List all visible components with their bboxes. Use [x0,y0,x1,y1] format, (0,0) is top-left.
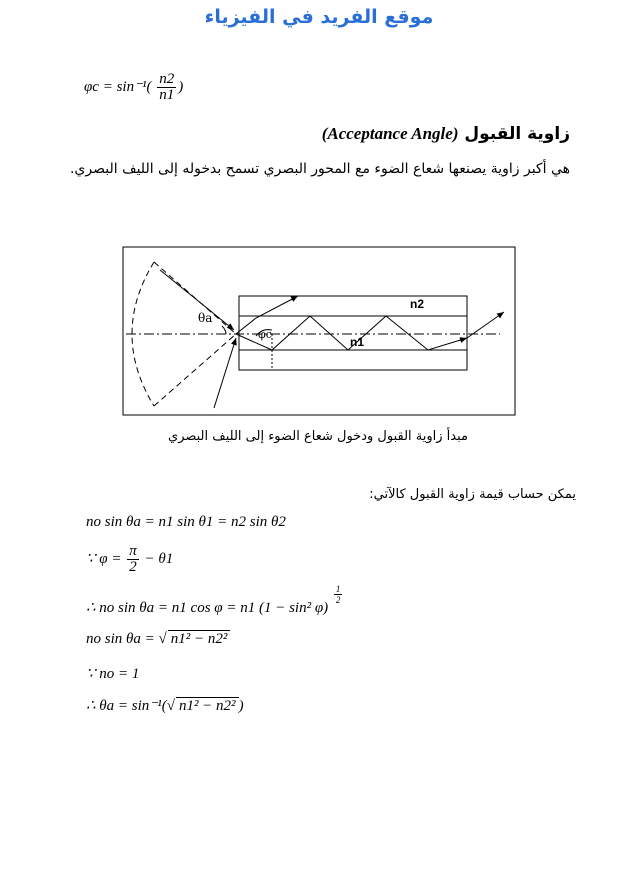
section-title-en: (Acceptance Angle) [321,124,459,143]
label-phi-c: φc [258,328,272,341]
eq3-exp-den: 2 [335,595,341,605]
eq6-radicand: n1² − n2² [176,697,239,715]
cone-lower-edge [154,334,236,406]
exit-ray [467,312,504,338]
eq4-radicand: n1² − n2² [168,630,231,648]
site-header: موقع الفريد في الفيزياء [204,6,434,28]
acceptance-angle-diagram [122,246,516,416]
equation-cos [86,584,344,617]
definition-text: هي أكبر زاوية يصنعها شعاع الضوء مع المحور البصري تسمح بدخوله إلى الليف البصري. [69,161,570,177]
equation-sqrt: no sin θa = √ n1² − n2² [86,630,230,648]
diagram-caption: مبدأ زاوية القبول ودخول شعاع الضوء إلى الليف البصري [168,429,468,444]
fraction-numerator: n2 [159,71,175,87]
calc-intro: يمكن حساب قيمة زاوية القبول كالآتي: [369,487,576,502]
formula-fraction [157,72,176,103]
eq2-denominator: 2 [129,559,137,575]
incoming-ray-upper [160,270,234,330]
formula-close: ) [178,78,184,95]
incoming-ray-lower [214,338,236,408]
equation-snell: no sin θa = n1 sin θ1 = n2 sin θ2 [86,514,286,530]
fiber-cladding [239,296,467,370]
eq3-exponent [334,584,343,605]
eq2-prefix: ∵ φ = [86,550,122,567]
equation-theta-a: ∴ θa = sin⁻¹(√ n1² − n2² ) [86,698,244,714]
eq2-fraction [127,544,139,575]
formula-lhs: φc = sin⁻¹( [84,78,152,95]
diagram-frame [123,247,515,415]
theta-arc [222,326,226,334]
equation-phi [86,544,173,575]
equation-n0: ∵ no = 1 [86,666,140,682]
fraction-denominator: n1 [159,87,175,103]
label-n2: n2 [410,297,425,311]
label-theta-a: θa [198,311,213,325]
section-title-ar: زاوية القبول [464,124,570,144]
label-n1: n1 [350,335,365,349]
eq2-numerator: π [129,543,137,559]
eq4-lhs: no sin θa = [86,631,155,647]
critical-angle-formula [84,72,183,103]
eq2-suffix: − θ1 [144,550,174,567]
eq6-close: ) [238,698,244,714]
eq3-exp-num: 1 [335,584,341,594]
section-title [322,124,570,144]
eq6-lhs: ∴ θa = sin⁻¹( [86,698,167,714]
eq3-body: ∴ no sin θa = n1 cos φ = n1 (1 − sin² φ) [86,600,329,616]
